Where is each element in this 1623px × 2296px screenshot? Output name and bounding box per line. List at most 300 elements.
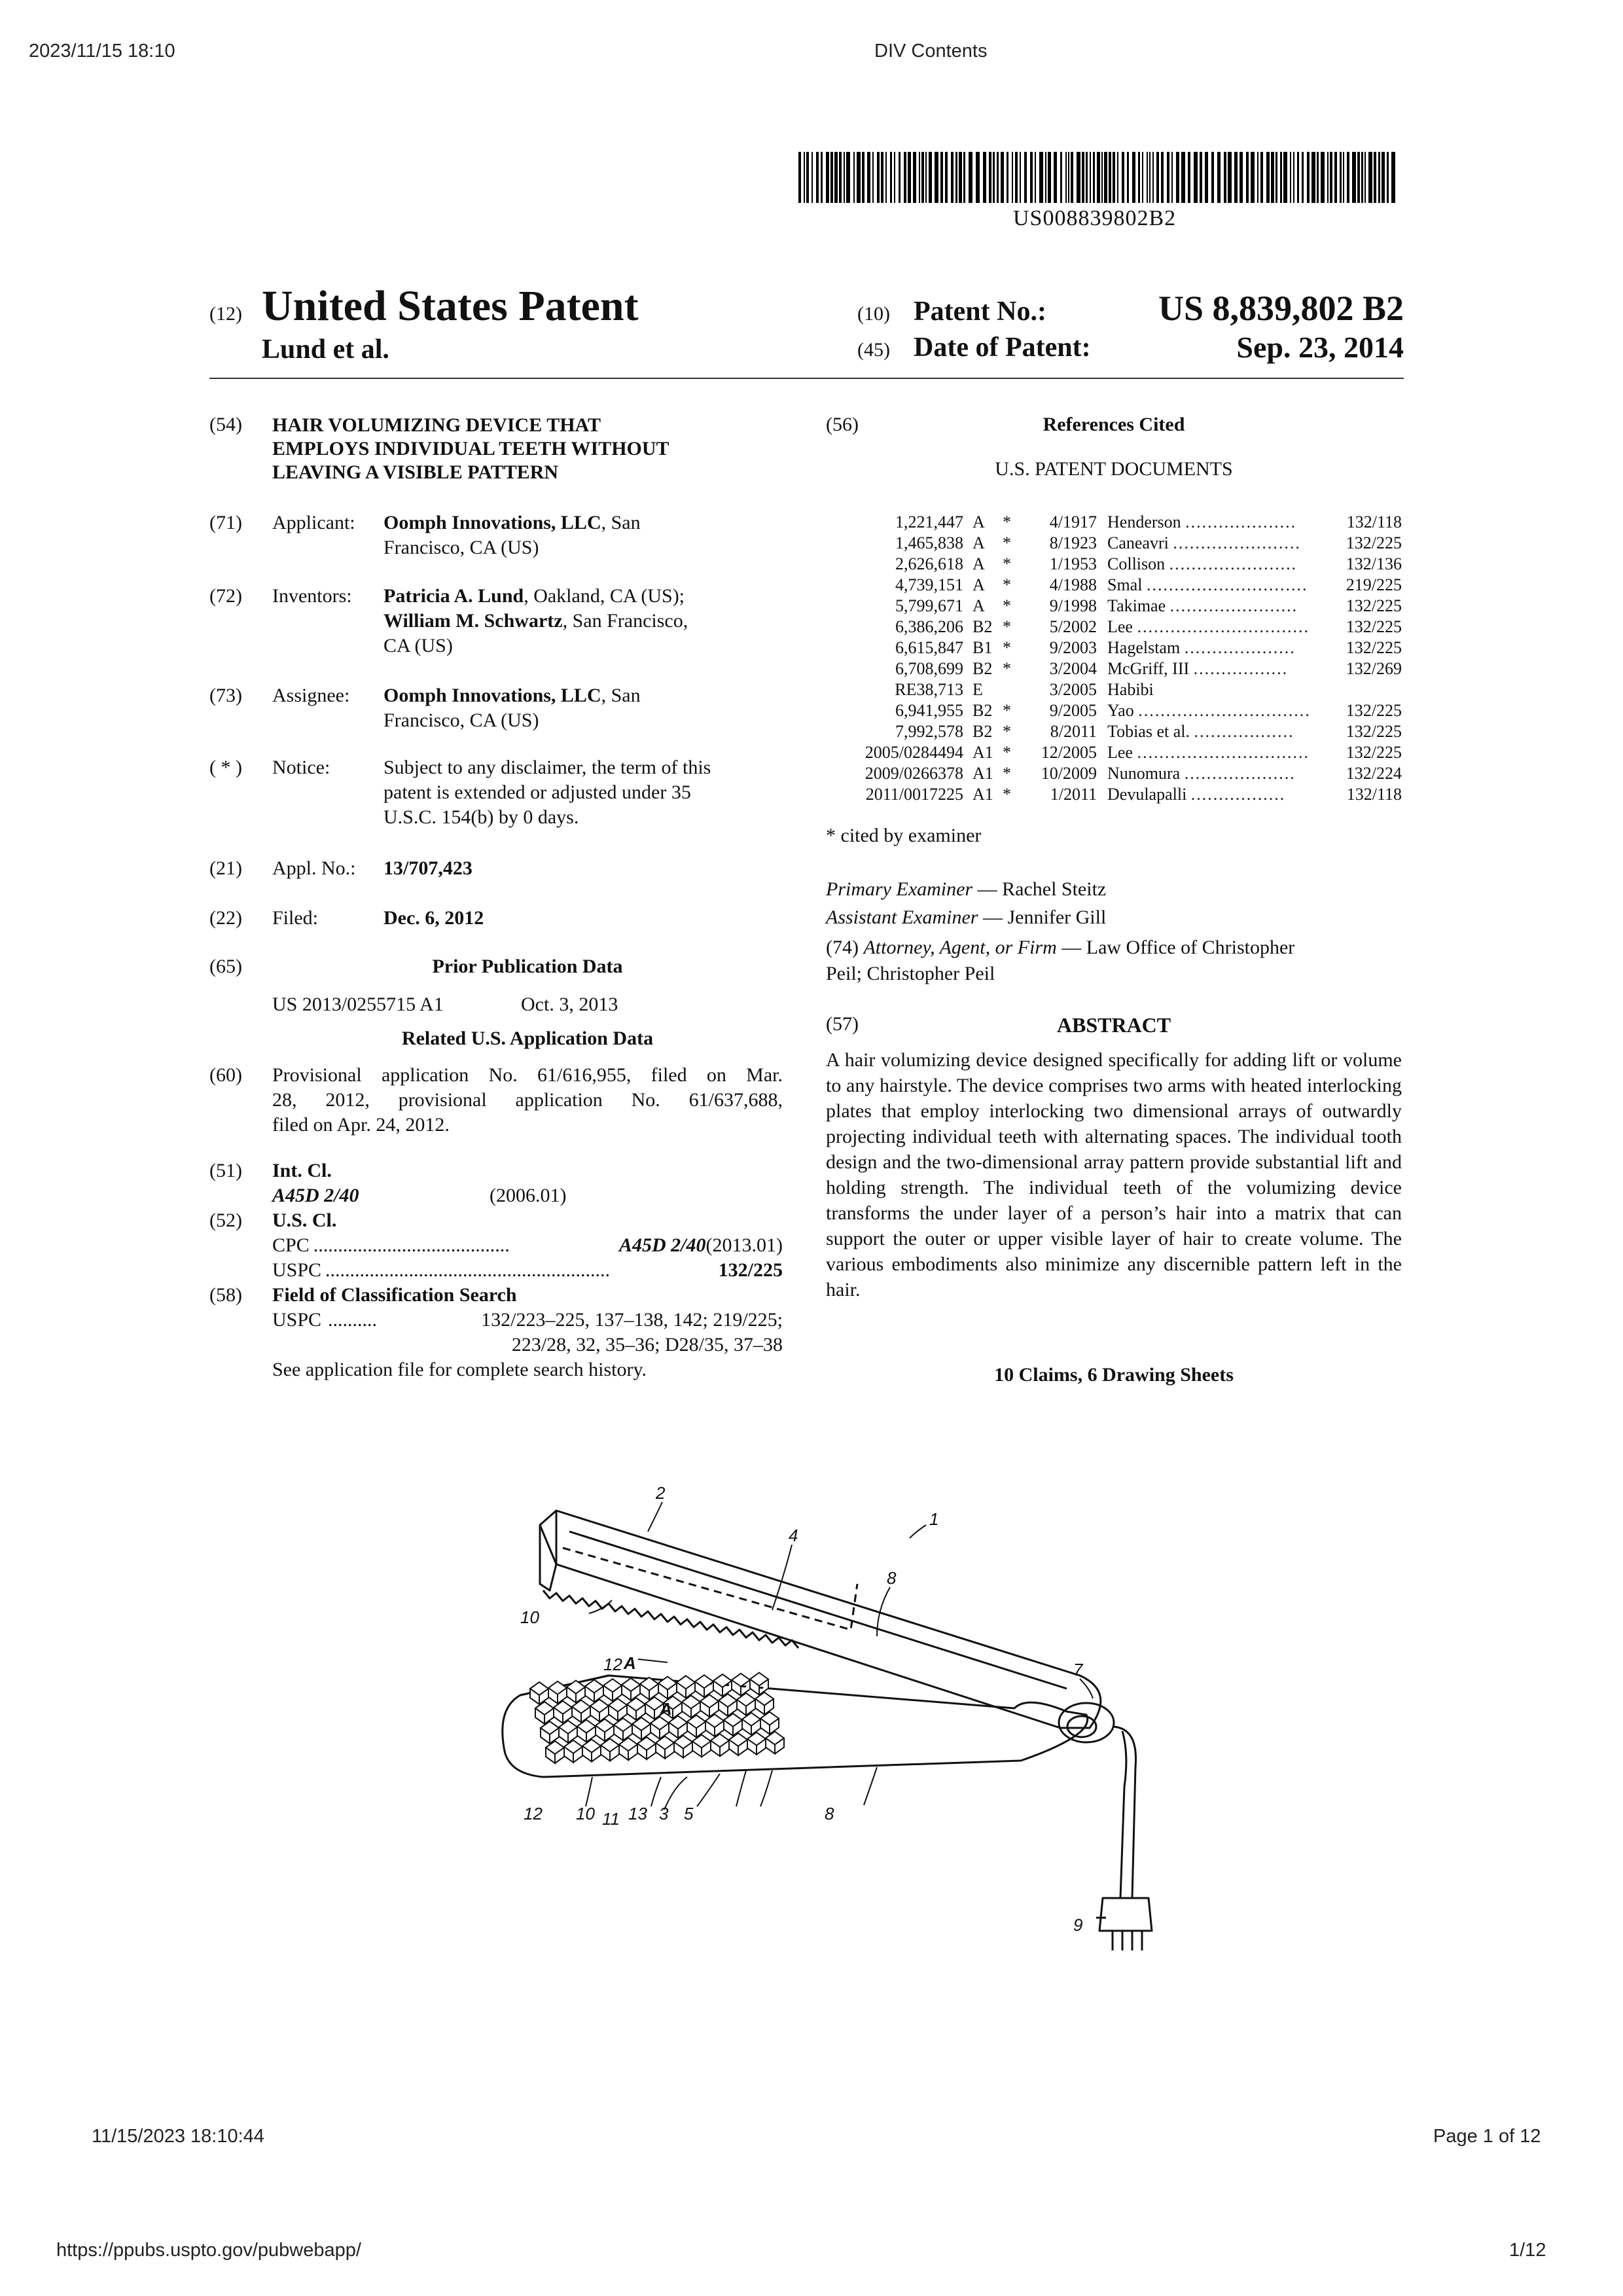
barcode-bar [1093, 152, 1095, 203]
barcode-bar [929, 152, 932, 203]
tooth [601, 1738, 619, 1761]
reference-kind: A [972, 533, 985, 552]
barcode-bar [1364, 152, 1366, 203]
barcode-bar [1152, 152, 1154, 203]
barcode-bar [1138, 152, 1140, 203]
abstract-text: A hair volumizing device designed specifically for adding lift or volume to any hairstyle. The device comprises two arms with heated interlocking plates that employ interlocking two dimensional arrays of outwardly projecting individual teeth with alternating spaces. The individual tooth design and the two-dimensional array pattern provide substantial lift and holding strength. The individual teeth of the volumizing device transforms the under layer of a person’s hair into a matrix that can support the outer or upper visible layer of hair to create volume. The various embodiments also minimize any discernible pattern left in the hair. [826, 1049, 1402, 1300]
code-71: (71) [209, 512, 242, 533]
reference-examiner-mark: * [1003, 722, 1011, 741]
tooth [737, 1693, 755, 1715]
tooth [541, 1721, 559, 1744]
reference-leader: ............................... [1138, 701, 1311, 720]
tooth [700, 1695, 719, 1717]
reference-inventor: Tobias et al. [1107, 722, 1190, 741]
reference-kind: B2 [972, 722, 993, 741]
reference-number: 7,992,578 [895, 722, 963, 741]
reference-inventor: Takimae [1107, 596, 1166, 615]
barcode-bar [1101, 152, 1103, 203]
tooth [622, 1678, 640, 1700]
reference-class: 132/118 [1346, 785, 1402, 804]
barcode-bar [919, 152, 920, 203]
barcode-bar [806, 152, 809, 203]
reference-date: 1/1953 [1049, 554, 1097, 573]
reference-class: 132/225 [1346, 743, 1402, 762]
cpc-leader: ........................................ [313, 1234, 510, 1256]
barcode-bar [1368, 152, 1372, 203]
figure-label: 11 [602, 1809, 620, 1829]
barcode-bar [1071, 152, 1073, 203]
figure-label: 10 [520, 1607, 539, 1627]
reference-leader: .................. [1194, 722, 1294, 741]
assignee-label: Assignee: [272, 685, 350, 706]
reference-name [1107, 763, 1330, 784]
reference-row [826, 679, 1402, 700]
reference-class: 132/118 [1346, 512, 1402, 531]
invention-title [272, 414, 669, 484]
tooth [682, 1695, 700, 1717]
date-label: Date of Patent: [914, 332, 1091, 363]
barcode-bar [1251, 152, 1255, 203]
related-heading: Related U.S. Application Data [401, 1028, 654, 1049]
patent-title: United States Patent [262, 282, 639, 330]
field-search-label: Field of Classification Search [272, 1284, 517, 1306]
figure-label: 13 [628, 1804, 647, 1823]
tooth [637, 1737, 656, 1759]
barcode-bar [951, 152, 954, 203]
barcode-number: US008839802B2 [1013, 206, 1177, 230]
int-cl-label: Int. Cl. [272, 1160, 332, 1181]
tooth [695, 1675, 713, 1697]
barcode-bar [804, 152, 805, 203]
cpc-line [272, 1234, 783, 1257]
reference-class: 132/225 [1346, 617, 1402, 636]
reference-name [1107, 617, 1330, 637]
tooth [627, 1698, 645, 1720]
reference-class: 132/225 [1346, 701, 1402, 720]
reference-date: 9/2005 [1049, 701, 1097, 720]
barcode-bar [1127, 152, 1129, 203]
tooth [719, 1694, 737, 1716]
barcode-bar [1374, 152, 1376, 203]
reference-leader: ................. [1193, 659, 1289, 678]
tooth [554, 1701, 572, 1723]
reference-kind: B2 [972, 701, 993, 720]
us-cl-label: U.S. Cl. [272, 1210, 337, 1231]
primary-examiner [826, 878, 1106, 901]
barcode-bar [1266, 152, 1270, 203]
code-60: (60) [209, 1064, 242, 1086]
reference-number: 2,626,618 [895, 554, 963, 573]
notice-line: patent is extended or adjusted under 35 [383, 781, 691, 803]
barcode-bar [1086, 152, 1088, 203]
figure-label: 5 [684, 1804, 694, 1823]
barcode-bar [1271, 152, 1274, 203]
barcode-bar [935, 152, 938, 203]
reference-class: 132/225 [1346, 638, 1402, 657]
barcode-bar [877, 152, 880, 203]
tooth [750, 1673, 768, 1695]
barcode-bar [963, 152, 965, 203]
barcode-bar [1097, 152, 1100, 203]
barcode-bar [1293, 152, 1294, 203]
code-22: (22) [209, 907, 242, 929]
barcode-bar [1194, 152, 1198, 203]
reference-kind: A [972, 554, 985, 573]
tooth [596, 1719, 614, 1741]
reference-number: 6,615,847 [895, 638, 963, 657]
tooth [546, 1741, 564, 1763]
barcode-bar [1181, 152, 1185, 203]
tooth [564, 1740, 582, 1763]
barcode-bar [846, 152, 850, 203]
tooth [632, 1717, 651, 1740]
print-url: https://ppubs.uspto.gov/pubwebapp/ [56, 2240, 361, 2261]
reference-leader: ....................... [1169, 596, 1298, 615]
invention-title-line: HAIR VOLUMIZING DEVICE THAT [272, 414, 601, 436]
reference-examiner-mark: * [1003, 638, 1011, 657]
barcode-bar [993, 152, 995, 203]
barcode-bar [872, 152, 874, 203]
barcode-bar [1048, 152, 1051, 203]
barcode-bar [1001, 152, 1004, 203]
barcode-bar [1132, 152, 1135, 203]
attorney-name: — Law Office of Christopher [1056, 937, 1295, 958]
reference-inventor: Caneavri [1107, 533, 1169, 552]
barcode-bar [1142, 152, 1143, 203]
reference-row [826, 637, 1402, 658]
primary-examiner-name: — Rachel Steitz [972, 878, 1107, 900]
print-title: DIV Contents [874, 41, 988, 62]
barcode-bar [1343, 152, 1344, 203]
field-search-classes-2: 223/28, 32, 35–36; D28/35, 37–38 [511, 1334, 783, 1355]
reference-inventor: Smal [1107, 575, 1143, 594]
print-footer-time: 11/15/2023 18:10:44 [92, 2126, 264, 2147]
tooth [711, 1734, 729, 1756]
reference-examiner-mark: * [1003, 554, 1011, 573]
reference-date: 8/1923 [1049, 533, 1097, 552]
code-65: (65) [209, 956, 242, 977]
invention-title-line: EMPLOYS INDIVIDUAL TEETH WITHOUT [272, 438, 669, 459]
attorney-name-cont: Peil; Christopher Peil [826, 963, 995, 984]
barcode-bar [830, 152, 833, 203]
reference-examiner-mark: * [1003, 743, 1011, 762]
filed-date: Dec. 6, 2012 [383, 907, 484, 929]
reference-row [826, 784, 1402, 805]
barcode-bar [1311, 152, 1315, 203]
reference-inventor: Lee [1107, 743, 1133, 762]
field-search-line [272, 1309, 783, 1331]
assignee [383, 683, 641, 733]
reference-inventor: Lee [1107, 617, 1133, 636]
assignee-name: Oomph Innovations, LLC [383, 685, 601, 706]
tooth [766, 1732, 784, 1754]
barcode-bar [1068, 152, 1069, 203]
barcode-bar [1007, 152, 1008, 203]
tooth [674, 1736, 692, 1758]
barcode-bar [945, 152, 948, 203]
reference-name [1107, 512, 1330, 533]
barcode-bar [1297, 152, 1299, 203]
assistant-examiner-label: Assistant Examiner [826, 906, 978, 928]
reference-inventor: Hagelstam [1107, 638, 1181, 657]
reference-name [1107, 596, 1330, 617]
notice-line: Subject to any disclaimer, the term of this [383, 757, 711, 778]
barcode-bar [1149, 152, 1150, 203]
barcode-bar [1054, 152, 1057, 203]
reference-class: 132/225 [1346, 722, 1402, 741]
figure-label: A [660, 1699, 672, 1719]
barcode-bar [1307, 152, 1310, 203]
reference-inventor: Henderson [1107, 512, 1181, 531]
barcode-bar [969, 152, 972, 203]
barcode-bar [1156, 152, 1159, 203]
barcode-bar [1122, 152, 1124, 203]
barcode-bar [1361, 152, 1363, 203]
figure-label: 4 [789, 1526, 798, 1545]
reference-examiner-mark: * [1003, 617, 1011, 636]
reference-inventor: Devulapalli [1107, 785, 1187, 804]
notice-text [383, 755, 774, 830]
field-search-leader: .......... [328, 1309, 378, 1331]
reference-name [1107, 700, 1330, 721]
barcode-bar [989, 152, 991, 203]
reference-examiner-mark: * [1003, 596, 1011, 615]
tooth [747, 1732, 766, 1755]
reference-row [826, 575, 1402, 596]
primary-examiner-label: Primary Examiner [826, 878, 973, 900]
barcode-bar [1260, 152, 1263, 203]
reference-kind: A1 [972, 743, 993, 762]
barcode-bar [1030, 152, 1033, 203]
reference-leader: .................... [1184, 764, 1296, 783]
figure-label: 8 [825, 1804, 834, 1823]
plug-body [1099, 1898, 1152, 1931]
reference-name [1107, 637, 1330, 658]
reference-leader: ............................. [1146, 575, 1308, 594]
reference-examiner-mark: * [1003, 575, 1011, 594]
reference-row [826, 658, 1402, 679]
uspc-value: 132/225 [718, 1259, 783, 1281]
reference-date: 1/2011 [1050, 785, 1097, 804]
reference-name [1107, 784, 1330, 805]
reference-inventor: Yao [1107, 701, 1134, 720]
reference-class: 132/269 [1346, 659, 1402, 678]
reference-examiner-mark: * [1003, 764, 1011, 783]
reference-date: 12/2005 [1041, 743, 1097, 762]
invention-title-line: LEAVING A VISIBLE PATTERN [272, 461, 559, 483]
barcode-bar [885, 152, 887, 203]
barcode-bar [1352, 152, 1356, 203]
reference-leader: ............................... [1137, 743, 1310, 762]
reference-row [826, 721, 1402, 742]
appl-no-label: Appl. No.: [272, 857, 356, 879]
applicant-location: Francisco, CA (US) [383, 537, 539, 558]
barcode-bar [1015, 152, 1018, 203]
barcode-bar [812, 152, 813, 203]
barcode-bar [1321, 152, 1325, 203]
code-74: (74) [826, 937, 859, 958]
reference-leader: ....................... [1173, 533, 1301, 552]
tooth [535, 1702, 554, 1724]
barcode-bar [1045, 152, 1046, 203]
int-cl-class: A45D 2/40 [272, 1185, 359, 1206]
reference-number: 2011/0017225 [865, 785, 963, 804]
reference-class: 132/136 [1346, 554, 1402, 573]
upper-arm-groove [569, 1532, 1067, 1689]
appl-no: 13/707,423 [383, 857, 473, 879]
barcode-bar [1077, 152, 1080, 203]
barcode-bar [1020, 152, 1021, 203]
tooth [582, 1740, 601, 1762]
tooth [760, 1712, 779, 1734]
reference-date: 9/2003 [1049, 638, 1097, 657]
barcode-bar [1161, 152, 1164, 203]
abstract-heading: ABSTRACT [1056, 1013, 1171, 1037]
reference-kind: A [972, 512, 985, 531]
tooth [724, 1713, 742, 1736]
patent-figure [458, 1479, 1178, 1977]
tooth [677, 1676, 695, 1698]
barcode-bar [1224, 152, 1226, 203]
barcode-bar [857, 152, 861, 203]
reference-kind: B2 [972, 617, 993, 636]
reference-class [1330, 679, 1402, 700]
reference-number: 1,221,447 [895, 512, 963, 531]
reference-examiner-mark: * [1003, 512, 1011, 531]
barcode-bar [1290, 152, 1291, 203]
attorney-label: Attorney, Agent, or Firm [863, 937, 1057, 958]
reference-row [826, 554, 1402, 575]
barcode-bar [1327, 152, 1329, 203]
hair-volumizer-drawing [458, 1479, 1178, 1977]
tooth [619, 1738, 637, 1760]
barcode-bar [853, 152, 855, 203]
tooth [585, 1679, 603, 1702]
power-cord-inner [1120, 1731, 1126, 1898]
barcode-bar [1340, 152, 1342, 203]
barcode-bar [1334, 152, 1337, 203]
barcode-bar [1065, 152, 1067, 203]
barcode-bar [1347, 152, 1349, 203]
cited-note: * cited by examiner [826, 825, 982, 846]
reference-kind: B2 [972, 659, 993, 678]
header-divider [209, 378, 1404, 379]
hinge-inner [1067, 1716, 1096, 1737]
reference-number: 6,708,699 [895, 659, 963, 678]
barcode-bar [1147, 152, 1148, 203]
barcode-bar [1280, 152, 1282, 203]
tooth [651, 1717, 669, 1739]
reference-row [826, 742, 1402, 763]
reference-kind: A [972, 575, 985, 594]
reference-name [1107, 742, 1330, 763]
barcode-bar [894, 152, 895, 203]
reference-class: 132/225 [1346, 533, 1402, 552]
prior-pub-date: Oct. 3, 2013 [521, 994, 618, 1015]
tooth [590, 1699, 609, 1721]
reference-date: 4/1988 [1049, 575, 1097, 594]
barcode-bar [1211, 152, 1214, 203]
int-cl-version: (2006.01) [490, 1185, 567, 1206]
print-timestamp: 2023/11/15 18:10 [29, 41, 175, 62]
barcode-bar [1171, 152, 1173, 203]
reference-date: 3/2004 [1049, 659, 1097, 678]
code-52: (52) [209, 1210, 242, 1231]
barcode-bar [1382, 152, 1385, 203]
filed-label: Filed: [272, 907, 319, 929]
barcode-bar [1317, 152, 1319, 203]
reference-leader: ....................... [1169, 554, 1298, 573]
tooth [530, 1682, 548, 1704]
reference-name [1107, 575, 1330, 596]
reference-inventor: Collison [1107, 554, 1166, 573]
tooth [692, 1734, 711, 1757]
barcode-bar [1188, 152, 1190, 203]
tooth [577, 1720, 596, 1742]
figure-label: 12 [524, 1804, 543, 1823]
reference-inventor: McGriff, III [1107, 659, 1190, 678]
reference-row [826, 512, 1402, 533]
field-search-uspc: USPC [272, 1309, 322, 1331]
uspc-leader: .......................................................... [325, 1259, 611, 1281]
tooth [559, 1721, 577, 1743]
barcode-bar [821, 152, 823, 203]
prior-pub-heading: Prior Publication Data [432, 956, 623, 977]
barcode-bar [839, 152, 842, 203]
barcode-bar [1082, 152, 1084, 203]
barcode-bar [1090, 152, 1091, 203]
inventors [383, 584, 688, 658]
barcode-bar [834, 152, 838, 203]
cpc-label: CPC [272, 1234, 310, 1256]
reference-leader: .................... [1185, 512, 1297, 531]
inventor-location: CA (US) [383, 635, 453, 656]
tooth [614, 1718, 632, 1740]
reference-examiner-mark: * [1003, 785, 1011, 804]
reference-examiner-mark: * [1003, 701, 1011, 720]
barcode-bar [1240, 152, 1243, 203]
code-12: (12) [209, 303, 242, 325]
barcode-bar [1113, 152, 1115, 203]
reference-row [826, 617, 1402, 637]
code-56: (56) [826, 414, 859, 435]
barcode-bar [1039, 152, 1043, 203]
barcode-bar [1330, 152, 1332, 203]
barcode-graphic [798, 152, 1400, 203]
reference-date: 9/1998 [1049, 596, 1097, 615]
field-search-note: See application file for complete search history. [272, 1359, 647, 1380]
reference-number: 4,739,151 [895, 575, 963, 594]
barcode-bar [1167, 152, 1169, 203]
code-72: (72) [209, 585, 242, 607]
attorney [826, 935, 1402, 987]
code-54: (54) [209, 414, 242, 435]
cpc-year: (2013.01) [705, 1234, 783, 1256]
reference-number: 1,465,838 [895, 533, 963, 552]
barcode-bar [908, 152, 911, 203]
reference-date: 5/2002 [1049, 617, 1097, 636]
figure-label: A [624, 1653, 636, 1673]
plug-prongs [1113, 1931, 1142, 1950]
reference-kind: A1 [972, 785, 993, 804]
assignee-city: , San [601, 685, 641, 706]
tooth [742, 1713, 760, 1735]
code-21: (21) [209, 857, 242, 879]
barcode-bar [1217, 152, 1221, 203]
barcode-bar [1387, 152, 1389, 203]
barcode-bar [1104, 152, 1107, 203]
figure-label: 9 [1073, 1915, 1083, 1935]
